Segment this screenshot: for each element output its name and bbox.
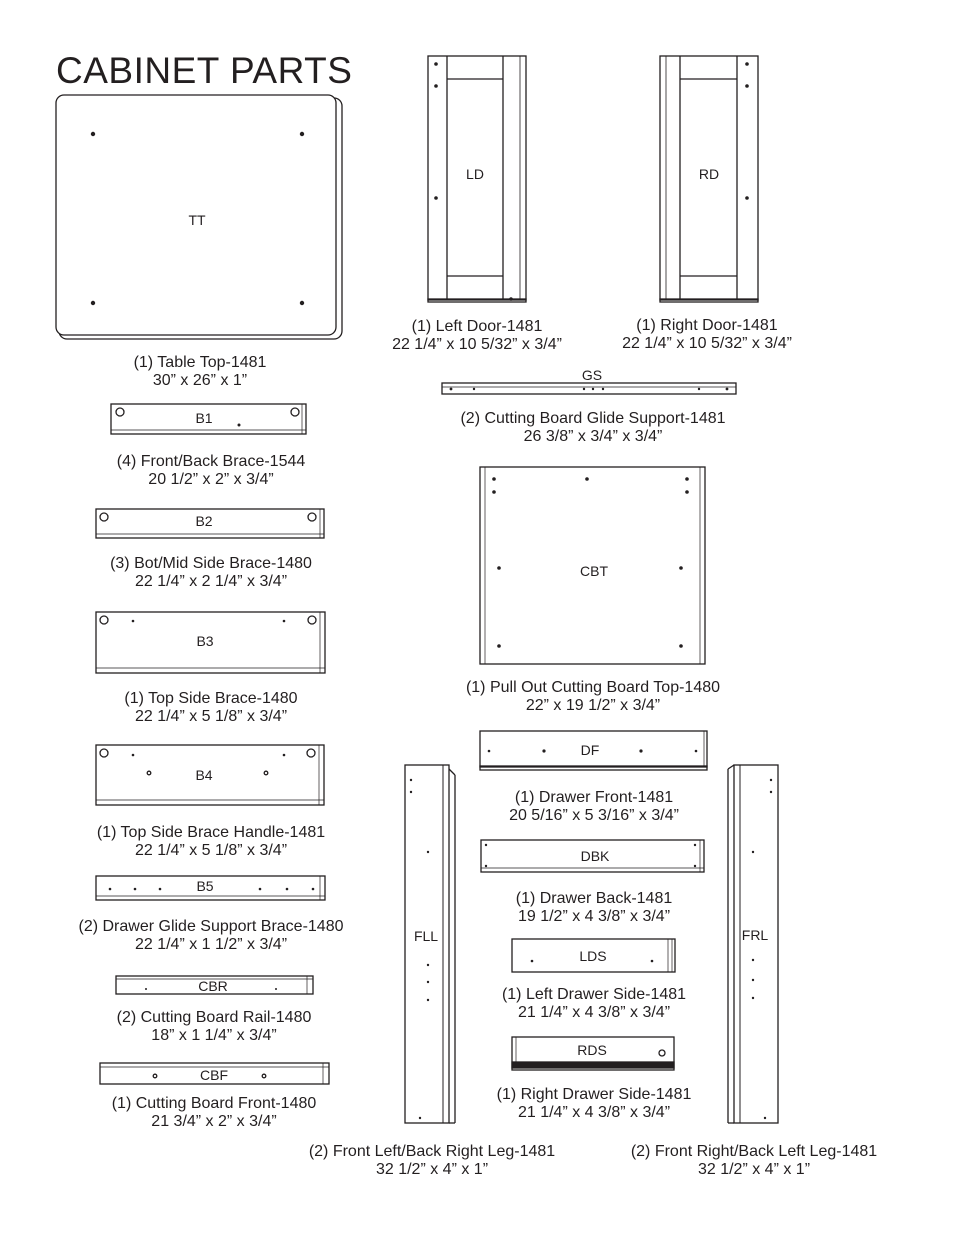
part-brace-b3: [96, 612, 325, 673]
caption-glide-support: [433, 410, 753, 446]
caption-dims: 32 1/2” x 4” x 1”: [697, 1161, 811, 1178]
part-code-dbk: DBK: [580, 848, 610, 864]
caption-dims: 22 1/4” x 1 1/2” x 3/4”: [134, 936, 288, 953]
part-code-lds: LDS: [579, 948, 607, 964]
part-code-cbr: CBR: [198, 978, 228, 994]
caption-dims: 30” x 26” x 1”: [152, 372, 248, 389]
caption-dims: 21 1/4” x 4 3/8” x 3/4”: [517, 1004, 671, 1021]
part-cutting-board-top: [480, 467, 705, 664]
caption-name: (1) Top Side Brace Handle-1481: [96, 824, 326, 841]
part-right-drawer-side: [512, 1037, 674, 1070]
caption-dims: 21 3/4” x 2” x 3/4”: [151, 1113, 277, 1130]
part-code-df: DF: [580, 742, 600, 758]
part-code-b2: B2: [195, 513, 213, 529]
caption-brace-b5: [51, 918, 371, 954]
caption-name: (1) Left Door-1481: [411, 318, 543, 335]
caption-dims: 20 1/2” x 2” x 3/4”: [148, 471, 274, 488]
caption-name: (1) Top Side Brace-1480: [124, 690, 298, 707]
caption-dims: 22 1/4” x 5 1/8” x 3/4”: [134, 842, 288, 859]
part-code-b4: B4: [195, 767, 213, 783]
caption-right-door: [597, 317, 817, 353]
part-brace-b2: [96, 509, 324, 538]
part-code-cbf: CBF: [200, 1067, 228, 1083]
caption-drawer-front: [474, 789, 714, 825]
caption-name: (1) Table Top-1481: [133, 354, 267, 371]
part-code-tt: TT: [188, 212, 206, 228]
caption-name: (1) Right Drawer Side-1481: [496, 1086, 692, 1103]
part-code-rds: RDS: [577, 1042, 607, 1058]
caption-dims: 22 1/4” x 2 1/4” x 3/4”: [134, 573, 288, 590]
caption-cutting-board-rail: [91, 1009, 337, 1045]
caption-name: (1) Left Drawer Side-1481: [501, 986, 687, 1003]
part-brace-b1: [111, 404, 306, 434]
part-code-ld: LD: [466, 166, 484, 182]
caption-dims: 32 1/2” x 4” x 1”: [375, 1161, 489, 1178]
caption-name: (2) Drawer Glide Support Brace-1480: [78, 918, 344, 935]
part-left-drawer-side: [512, 939, 675, 972]
part-code-cbt: CBT: [580, 563, 608, 579]
caption-name: (4) Front/Back Brace-1544: [116, 453, 306, 470]
part-code-b5: B5: [196, 878, 214, 894]
page-title: CABINET PARTS: [56, 50, 353, 91]
caption-brace-b4: [61, 824, 361, 860]
part-code-gs: GS: [581, 367, 603, 383]
caption-cutting-board-front: [86, 1095, 342, 1131]
part-cutting-board-rail: [116, 976, 313, 994]
caption-dims: 22” x 19 1/2” x 3/4”: [525, 697, 661, 714]
part-code-frl: FRL: [741, 927, 769, 943]
caption-drawer-back: [484, 890, 704, 926]
part-code-rd: RD: [698, 166, 720, 182]
caption-name: (2) Cutting Board Rail-1480: [116, 1009, 312, 1026]
part-glide-support: [442, 367, 736, 394]
caption-dims: 22 1/4” x 5 1/8” x 3/4”: [134, 708, 288, 725]
part-code-fll: FLL: [413, 928, 439, 944]
caption-table-top: [100, 354, 300, 390]
caption-dims: 22 1/4” x 10 5/32” x 3/4”: [392, 336, 562, 353]
caption-dims: 21 1/4” x 4 3/8” x 3/4”: [517, 1104, 671, 1121]
caption-dims: 18” x 1 1/4” x 3/4”: [151, 1027, 277, 1044]
caption-dims: 22 1/4” x 10 5/32” x 3/4”: [622, 335, 792, 352]
caption-left-door: [367, 318, 587, 354]
caption-brace-b2: [81, 555, 341, 591]
caption-front-right-leg: [604, 1143, 904, 1179]
part-front-left-leg: [405, 765, 455, 1123]
caption-dims: 19 1/2” x 4 3/8” x 3/4”: [517, 908, 671, 925]
caption-name: (1) Cutting Board Front-1480: [111, 1095, 317, 1112]
caption-right-drawer-side: [469, 1086, 719, 1122]
caption-brace-b3: [91, 690, 331, 726]
caption-name: (3) Bot/Mid Side Brace-1480: [110, 555, 312, 572]
caption-name: (1) Right Door-1481: [636, 317, 778, 334]
caption-name: (2) Front Right/Back Left Leg-1481: [630, 1143, 878, 1160]
part-code-b1: B1: [195, 410, 213, 426]
caption-name: (2) Cutting Board Glide Support-1481: [460, 410, 726, 427]
part-code-b3: B3: [196, 633, 214, 649]
caption-name: (1) Drawer Front-1481: [514, 789, 674, 806]
caption-cutting-board-top: [433, 679, 753, 715]
part-front-right-leg: [728, 765, 778, 1123]
caption-brace-b1: [81, 453, 341, 489]
caption-front-left-leg: [282, 1143, 582, 1179]
part-brace-b5: [96, 876, 325, 900]
caption-dims: 26 3/8” x 3/4” x 3/4”: [523, 428, 663, 445]
caption-name: (1) Pull Out Cutting Board Top-1480: [465, 679, 721, 696]
part-left-door: [428, 56, 526, 302]
part-cutting-board-front: [100, 1063, 329, 1084]
caption-name: (2) Front Left/Back Right Leg-1481: [308, 1143, 556, 1160]
part-drawer-back: [481, 840, 704, 872]
caption-name: (1) Drawer Back-1481: [515, 890, 673, 907]
part-drawer-front: [480, 731, 707, 770]
caption-left-drawer-side: [474, 986, 714, 1022]
part-table-top: [56, 95, 342, 339]
part-right-door: [660, 56, 758, 302]
part-brace-b4: [96, 745, 324, 805]
caption-dims: 20 5/16” x 5 3/16” x 3/4”: [509, 807, 679, 824]
